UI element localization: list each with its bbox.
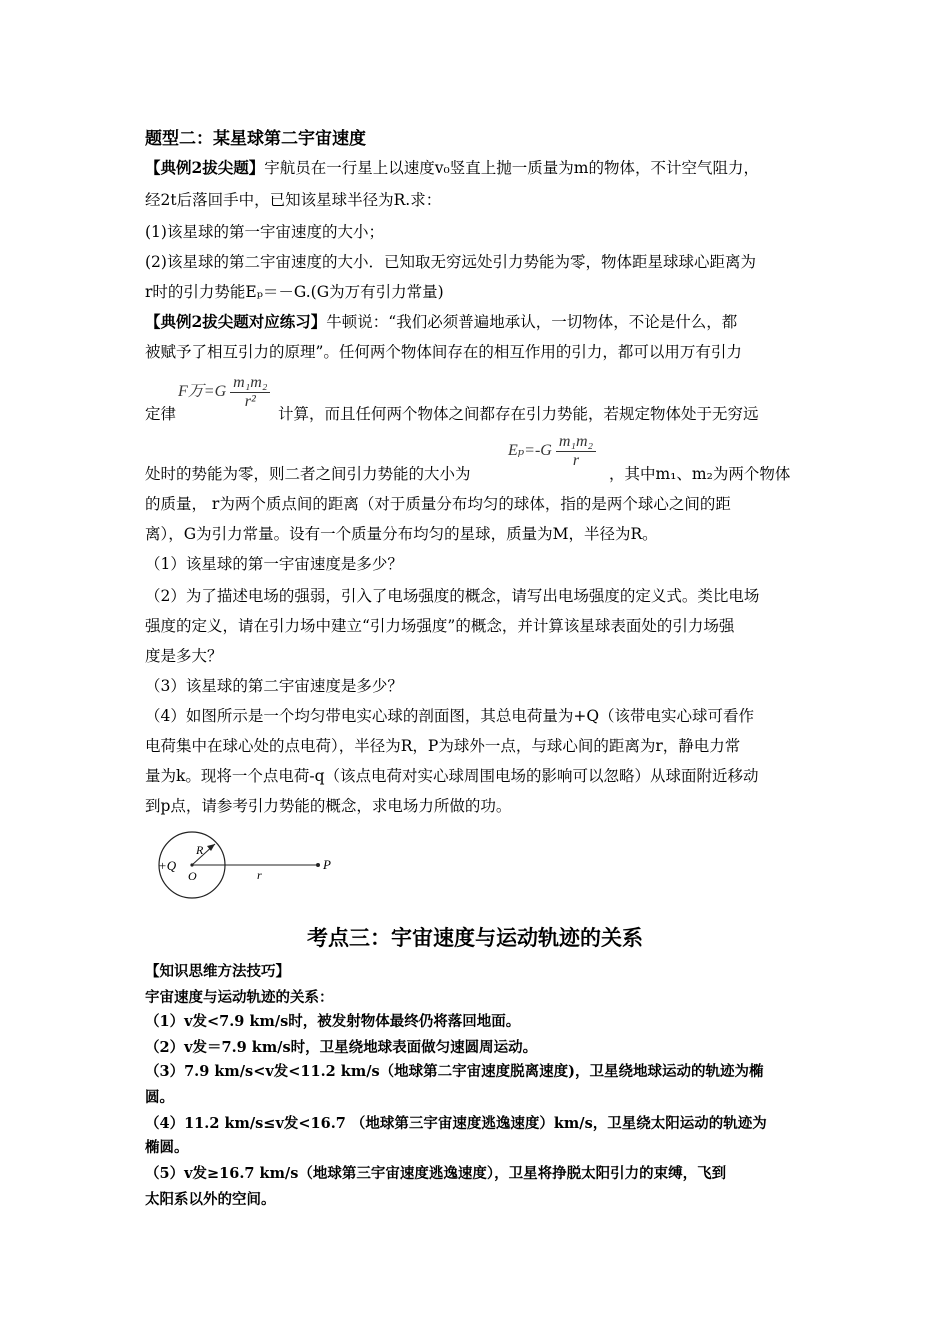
practice-tag: 【典例2拔尖题对应练习】 — [145, 312, 327, 331]
radius-label: R — [196, 843, 204, 857]
point-label: P — [323, 857, 331, 872]
practice-line-6: 离），G为引力常量。设有一个质量分布均匀的星球，质量为M，半径为R。 — [145, 525, 658, 543]
example-line-4: (2)该星球的第二宇宙速度的大小．已知取无穷远处引力势能为零，物体距星球球心距离为 — [145, 253, 756, 271]
item-2: （2）v发＝7.9 km/s时，卫星绕地球表面做匀速圆周运动。 — [145, 1039, 538, 1056]
question-2-line-3: 度是多大？ — [145, 647, 223, 665]
item-4-line-2: 椭圆。 — [145, 1139, 189, 1156]
practice-line-1 — [145, 312, 737, 332]
formula-potential-den: r — [572, 452, 580, 469]
example-line-2: 经2t后落回手中，已知该星球半径为R.求： — [145, 191, 442, 209]
item-1: （1）v发<7.9 km/s时，被发射物体最终仍将落回地面。 — [145, 1013, 521, 1030]
practice-line-5: 的质量， r为两个质点间的距离（对于质量分布均匀的球体，指的是两个球心之间的距 — [145, 495, 731, 513]
formula-gravitation-num: m₁m₂ — [230, 374, 270, 393]
item-4-line-1: （4）11.2 km/s≤v发<16.7 （地球第三宇宙速度逃逸速度）km/s，卫星绕太阳运动的轨迹为 — [145, 1115, 767, 1132]
charged-sphere-diagram — [150, 830, 350, 906]
formula-gravitation — [178, 374, 270, 411]
charge-label: +Q — [158, 858, 177, 873]
item-5-line-1: （5）v发≥16.7 km/s（地球第三宇宙速度逃逸速度），卫星将挣脱太阳引力的束缚，飞到 — [145, 1165, 727, 1182]
section-3-tag: 【知识思维方法技巧】 — [145, 963, 290, 980]
center-dot — [190, 863, 193, 866]
question-4-line-1: （4）如图所示是一个均匀带电实心球的剖面图，其总电荷量为+Q（该带电实心球可看作 — [145, 707, 755, 725]
formula-gravitation-den: r² — [244, 393, 256, 410]
question-1: （1）该星球的第一宇宙速度是多少？ — [145, 555, 403, 573]
practice-line-3b: 计算，而且任何两个物体之间都存在引力势能，若规定物体处于无穷远 — [278, 405, 759, 423]
question-2-line-2: 强度的定义，请在引力场中建立“引力场强度”的概念，并计算该星球表面处的引力场强 — [145, 617, 735, 635]
example-line-5: r时的引力势能Eₚ＝－G.(G为万有引力常量) — [145, 283, 444, 301]
item-5-line-2: 太阳系以外的空间。 — [145, 1191, 276, 1208]
item-3-line-1: （3）7.9 km/s<v发<11.2 km/s（地球第二宇宙速度脱离速度)，卫星绕地球运动的轨迹为椭 — [145, 1063, 764, 1080]
practice-line-2: 被赋予了相互引力的原理”。任何两个物体间存在的相互作用的引力，都可以用万有引力 — [145, 343, 742, 361]
example-line-3: (1)该星球的第一宇宙速度的大小； — [145, 223, 384, 241]
question-2-line-1: （2）为了描述电场的强弱，引入了电场强度的概念，请写出电场强度的定义式。类比电场 — [145, 587, 760, 605]
example-tag: 【典例2拔尖题】 — [145, 158, 265, 177]
formula-gravitation-fraction — [230, 374, 270, 411]
formula-gravitation-lhs: F万=G — [178, 383, 227, 401]
example-line-1 — [145, 158, 759, 178]
formula-potential-num: m₁m₂ — [556, 433, 596, 452]
question-4-line-3: 量为k。现将一个点电荷-q（该点电荷对实心球周围电场的影响可以忽略）从球面附近移动 — [145, 767, 759, 785]
question-3: （3）该星球的第二宇宙速度是多少？ — [145, 677, 403, 695]
distance-label: r — [257, 868, 262, 882]
question-4-line-4: 到p点，请参考引力势能的概念，求电场力所做的功。 — [145, 797, 512, 815]
formula-potential-lhs: Eₚ=-G — [508, 442, 552, 460]
section-title: 题型二：某星球第二宇宙速度 — [145, 129, 366, 149]
practice-text: 牛顿说：“我们必须普遍地承认，一切物体，不论是什么，都 — [326, 313, 738, 331]
formula-potential-fraction — [556, 433, 596, 470]
practice-line-4a: 处时的势能为零，则二者之间引力势能的大小为 — [145, 465, 471, 483]
practice-line-4b: ，其中m₁、m₂为两个物体 — [609, 465, 791, 483]
practice-line-3a: 定律 — [145, 405, 177, 423]
section-3-heading: 考点三：宇宙速度与运动轨迹的关系 — [307, 926, 643, 950]
example-text: 宇航员在一行星上以速度v₀竖直上抛一质量为m的物体，不计空气阻力， — [264, 159, 759, 177]
center-label: O — [188, 869, 197, 883]
item-3-line-2: 圆。 — [145, 1089, 174, 1106]
question-4-line-2: 电荷集中在球心处的点电荷），半径为R，P为球外一点，与球心间的距离为r，静电力常 — [145, 737, 741, 755]
point-p-dot — [316, 863, 320, 867]
section-3-intro: 宇宙速度与运动轨迹的关系： — [145, 989, 334, 1006]
formula-potential — [508, 433, 596, 470]
